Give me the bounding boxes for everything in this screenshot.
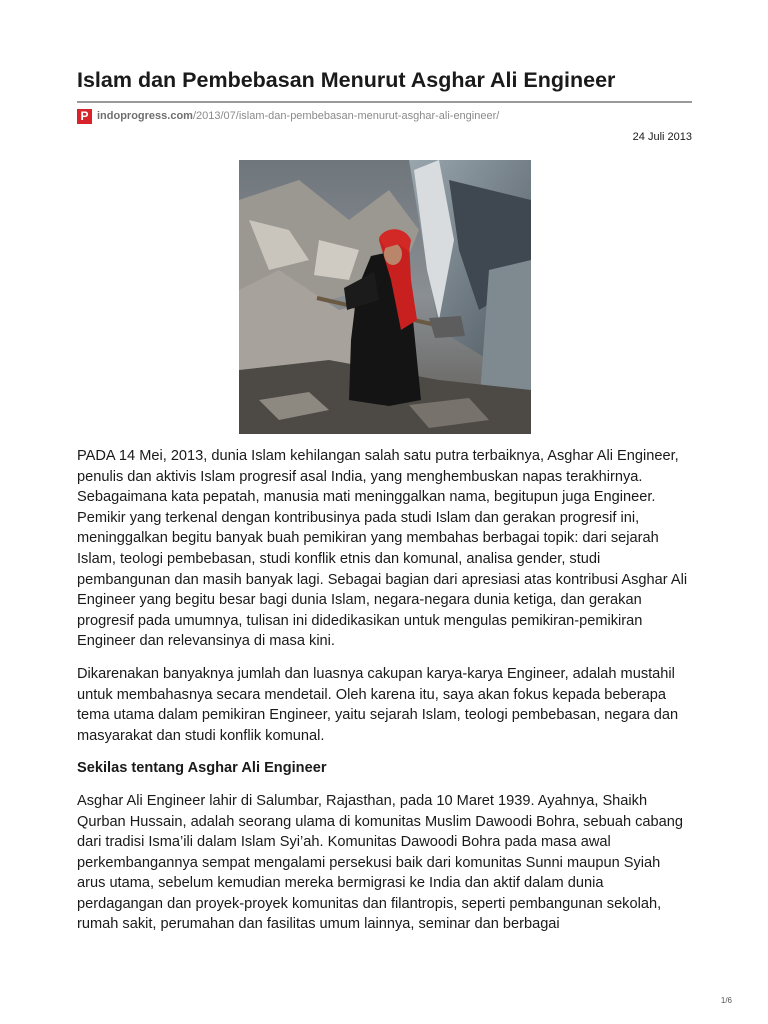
article-photo [239,160,531,434]
indoprogress-logo-icon: P [77,109,92,124]
source-line [77,108,499,124]
paragraph: Asghar Ali Engineer lahir di Salumbar, Rajasthan, pada 10 Maret 1939. Ayahnya, Shaikh Qurban Hussain, adalah seorang ulama di komunitas Muslim Dawoodi Bohra, sebuah cabang dari tradisi Isma’ili dalam Islam Syi’ah. Komunitas Dawoodi Bohra pada masa awal perkembangannya sempat mengalami persekusi baik dari komunitas Sunni maupun Syiah arus utama, sebelum kemudian mereka bermigrasi ke India dan aktif dalam dunia perdagangan dan proyek-proyek komunitas dan filantropis, seperti pembangunan sekolah, rumah sakit, perumahan dan fasilitas umum lainnya, seminar dan berbagai [77,792,683,933]
publish-date: 24 Juli 2013 [632,131,692,143]
paragraph: PADA 14 Mei, 2013, dunia Islam kehilangan salah satu putra terbaiknya, Asghar Ali Engineer, penulis dan aktivis Islam progresif asal India, yang menghembuskan napas terakhirnya. Sebagaimana kata pepatah, manusia mati meninggalkan nama, begitupun juga Engineer. Pemikir yang terkenal dengan kontribusinya pada studi Islam dan gerakan progresif ini, meninggalkan begitu banyak buah pemikiran yang membahas berbagai topik: dari sejarah Islam, teologi pembebasan, studi konflik etnis dan komunal, analisa gender, studi pembangunan dan masih banyak lagi. Sebagai bagian dari apresiasi atas kontribusi Asghar Ali Engineer yang begitu besar bagi dunia Islam, negara-negara dunia ketiga, dan gerakan progresif pada umumnya, tulisan ini didedikasikan untuk mengulas pemikiran-pemikiran Engineer dan relevansinya di masa kini. [77,448,688,650]
source-domain: indoprogress.com [97,110,193,122]
source-url[interactable] [97,110,499,122]
source-path: /2013/07/islam-dan-pembebasan-menurut-asghar-ali-engineer/ [192,110,500,122]
page-number: 1/6 [720,996,732,1005]
article-body [77,446,692,947]
paragraph: Dikarenakan banyaknya jumlah dan luasnya cakupan karya-karya Engineer, adalah mustahil untuk membahasnya secara mendetail. Oleh karena itu, saya akan fokus kepada beberapa tema utama dalam pemikiran Engineer, yaitu sejarah Islam, teologi pembebasan, negara dan masyarakat dan studi konflik komunal. [77,665,679,744]
article-title: Islam dan Pembebasan Menurut Asghar Ali Engineer [77,68,616,92]
section-heading: Sekilas tentang Asghar Ali Engineer [77,760,327,777]
title-divider [77,101,692,103]
